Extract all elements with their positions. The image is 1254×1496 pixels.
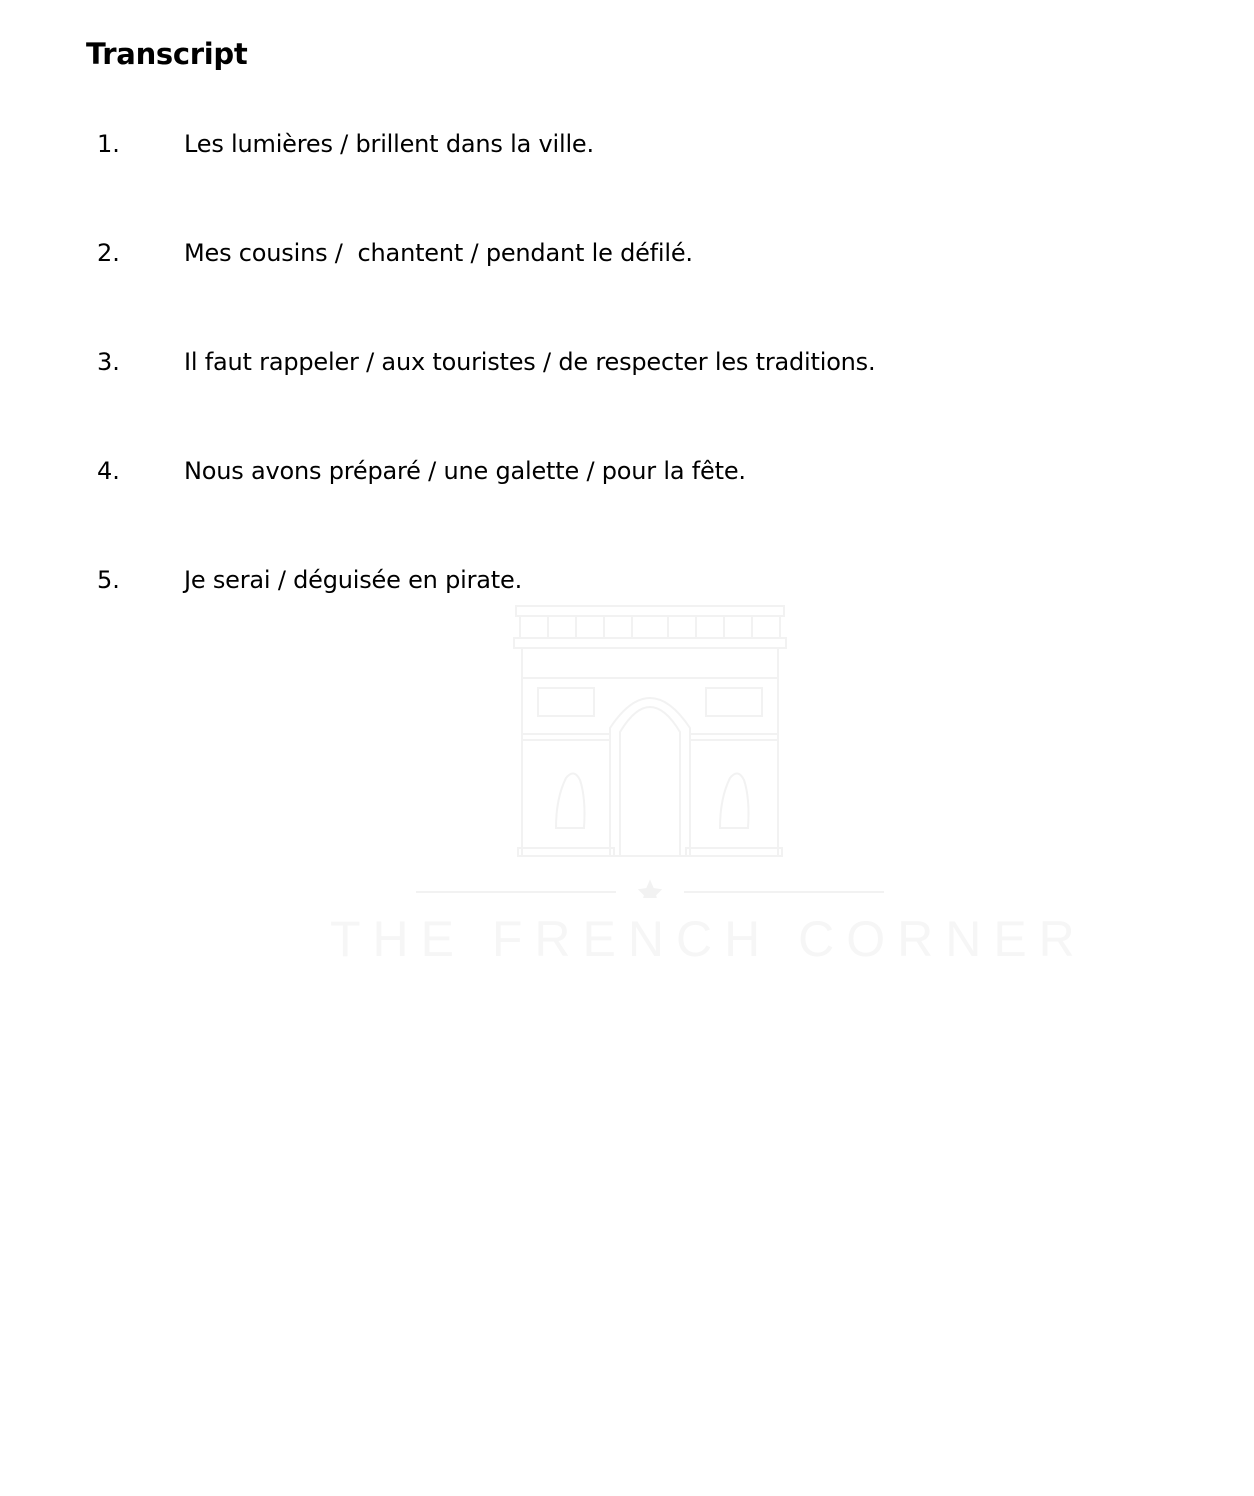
item-text: Nous avons préparé / une galette / pour la fête.: [184, 457, 746, 485]
transcript-item: [0, 233, 1254, 273]
arc-de-triomphe-icon: [330, 598, 970, 898]
transcript-item: [0, 342, 1254, 382]
watermark-text: THE FRENCH CORNER: [330, 911, 1087, 967]
item-text: Je serai / déguisée en pirate.: [184, 566, 522, 594]
item-number: 4.: [97, 457, 120, 485]
item-number: 2.: [97, 239, 120, 267]
item-text: Mes cousins / chantent / pendant le défilé.: [184, 239, 693, 267]
item-text: Les lumières / brillent dans la ville.: [184, 130, 594, 158]
page-title: Transcript: [86, 37, 248, 71]
transcript-item: [0, 560, 1254, 600]
item-number: 3.: [97, 348, 120, 376]
transcript-item: [0, 451, 1254, 491]
item-number: 5.: [97, 566, 120, 594]
watermark: [330, 598, 1087, 968]
item-number: 1.: [97, 130, 120, 158]
item-text: Il faut rappeler / aux touristes / de respecter les traditions.: [184, 348, 876, 376]
transcript-item: [0, 124, 1254, 164]
